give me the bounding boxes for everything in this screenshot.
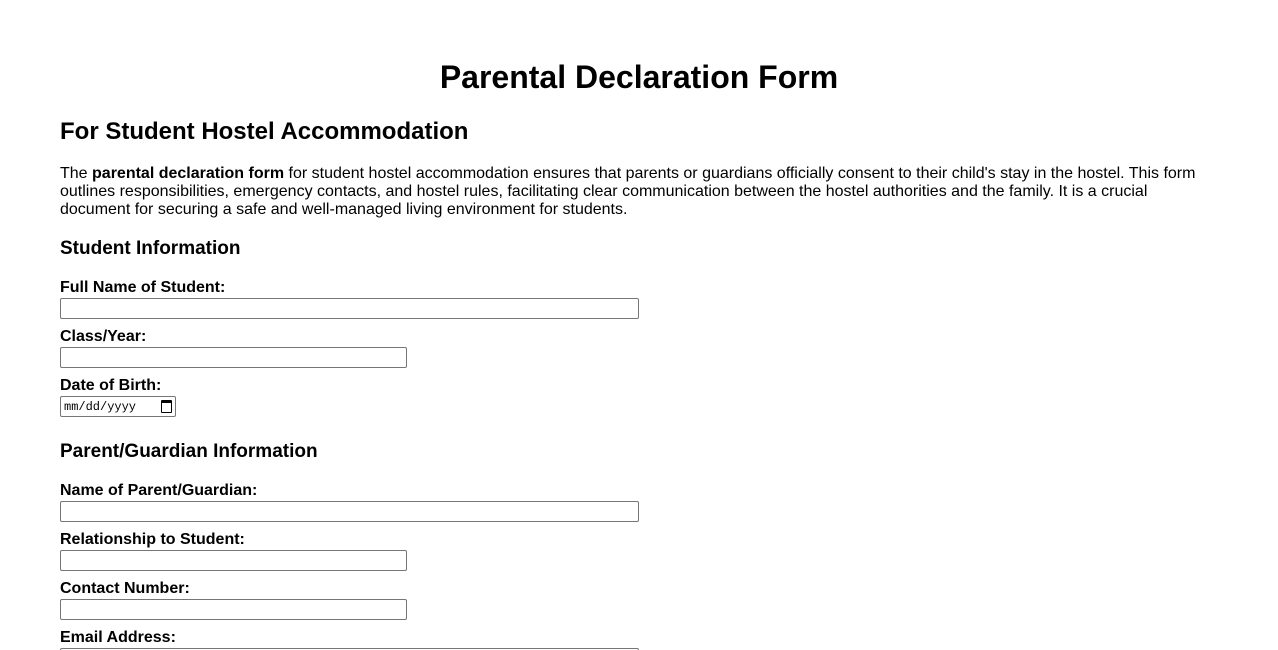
full-name-label: Full Name of Student: xyxy=(60,279,226,296)
intro-suffix: for student hostel accommodation ensures that parents or guardians officially consent to their child's stay in the hostel. This form outlines responsibilities, emergency contacts, and hostel rules, facilitating clear communication between the hostel authorities and the family. It is a crucial document for securing a safe and well-managed living environment for students. xyxy=(60,165,1196,218)
contact-number-label: Contact Number: xyxy=(60,580,190,597)
class-year-label: Class/Year: xyxy=(60,328,147,345)
parent-name-input[interactable] xyxy=(60,501,639,522)
page-subtitle: For Student Hostel Accommodation xyxy=(60,118,469,145)
relationship-input[interactable] xyxy=(60,550,407,571)
dob-input[interactable] xyxy=(60,396,176,417)
email-label: Email Address: xyxy=(60,629,176,646)
dob-label: Date of Birth: xyxy=(60,377,162,394)
student-info-heading: Student Information xyxy=(60,238,241,259)
intro-paragraph xyxy=(60,165,1210,219)
page-title: Parental Declaration Form xyxy=(439,59,839,95)
intro-bold: parental declaration form xyxy=(92,165,285,182)
full-name-input[interactable] xyxy=(60,298,639,319)
class-year-input[interactable] xyxy=(60,347,407,368)
dob-placeholder: mm/dd/yyyy xyxy=(64,399,137,414)
parent-name-label: Name of Parent/Guardian: xyxy=(60,482,258,499)
intro-prefix: The xyxy=(60,165,93,182)
calendar-icon[interactable] xyxy=(161,400,172,413)
relationship-label: Relationship to Student: xyxy=(60,531,245,548)
contact-number-input[interactable] xyxy=(60,599,407,620)
parent-info-heading: Parent/Guardian Information xyxy=(60,441,318,462)
